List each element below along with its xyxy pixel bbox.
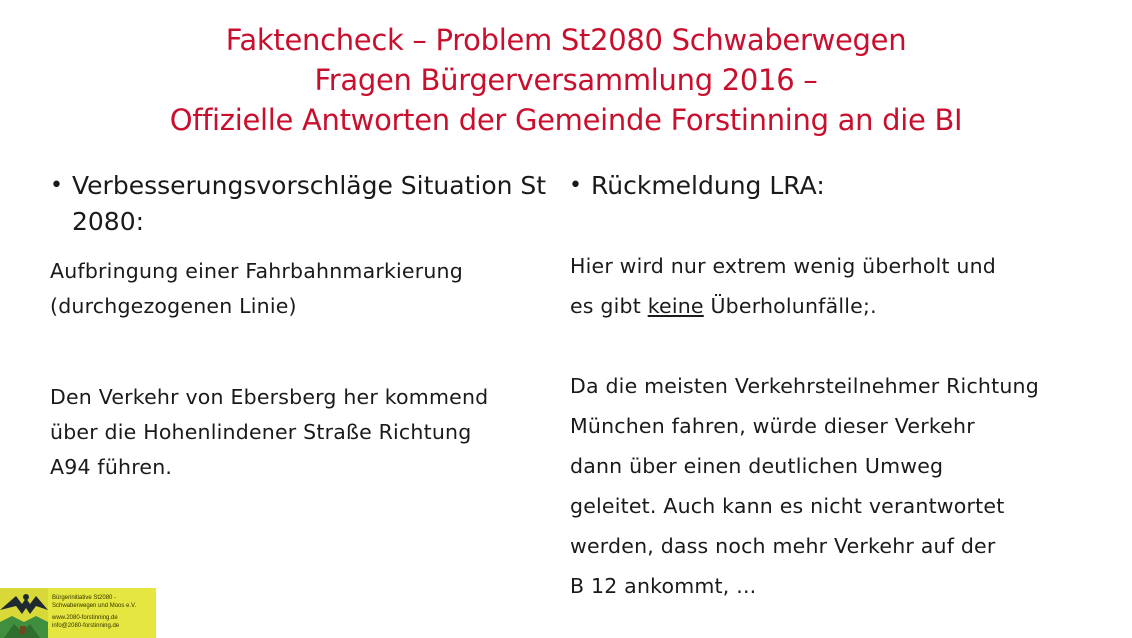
right-paragraph-1 <box>570 246 1100 326</box>
title-line-1: Faktencheck – Problem St2080 Schwaberwegen <box>225 23 907 57</box>
left-paragraph-2 <box>50 380 550 485</box>
left-p2-line-3: A94 führen. <box>50 455 173 479</box>
left-p1-line-1: Aufbringung einer Fahrbahnmarkierung <box>50 259 463 283</box>
right-paragraph-2 <box>570 366 1110 606</box>
logo-email: info@2080-forstinning.de <box>52 623 120 629</box>
logo-line-1: Bürgerinitiative St2080 - <box>52 595 117 601</box>
bullet-icon: • <box>50 173 63 198</box>
title-line-2: Fragen Bürgerversammlung 2016 – <box>314 63 818 97</box>
right-p2-line-6: B 12 ankommt, ... <box>570 574 757 598</box>
right-p1-pre: es gibt <box>570 294 648 318</box>
right-p2-line-4: geleitet. Auch kann es nicht verantwortet <box>570 494 1005 518</box>
right-p2-line-5: werden, dass noch mehr Verkehr auf der <box>570 534 996 558</box>
title-line-3: Offizielle Antworten der Gemeinde Forstinning an die BI <box>169 103 963 137</box>
left-bullet-text: Verbesserungsvorschläge Situation St 2080: <box>72 171 547 236</box>
logo-line-2: Schwaberwegen und Moos e.V. <box>52 603 137 609</box>
left-bullet <box>50 168 550 240</box>
left-p1-line-2: (durchgezogenen Linie) <box>50 294 297 318</box>
slide-title <box>0 20 1132 140</box>
right-p1-line-1: Hier wird nur extrem wenig überholt und <box>570 254 997 278</box>
right-bullet-text: Rückmeldung LRA: <box>591 171 825 200</box>
bi-logo <box>0 588 156 638</box>
right-p2-line-3: dann über einen deutlichen Umweg <box>570 454 944 478</box>
right-p1-post: Überholunfälle;. <box>703 294 877 318</box>
left-p2-line-2: über die Hohenlindener Straße Richtung <box>50 420 472 444</box>
eagle-emblem-icon <box>0 588 48 638</box>
left-paragraph-1 <box>50 254 540 324</box>
logo-text <box>52 594 136 630</box>
right-p2-line-2: München fahren, würde dieser Verkehr <box>570 414 975 438</box>
right-p2-line-1: Da die meisten Verkehrsteilnehmer Richtung <box>570 374 1039 398</box>
bullet-icon: • <box>569 173 582 198</box>
right-column <box>569 168 1109 598</box>
right-p1-line-2 <box>570 286 1100 326</box>
underlined-keine: keine <box>647 294 704 318</box>
logo-website: www.2080-forstinning.de <box>52 615 118 621</box>
left-p2-line-1: Den Verkehr von Ebersberg her kommend <box>50 385 489 409</box>
right-bullet <box>569 168 1109 204</box>
left-column <box>50 168 550 479</box>
